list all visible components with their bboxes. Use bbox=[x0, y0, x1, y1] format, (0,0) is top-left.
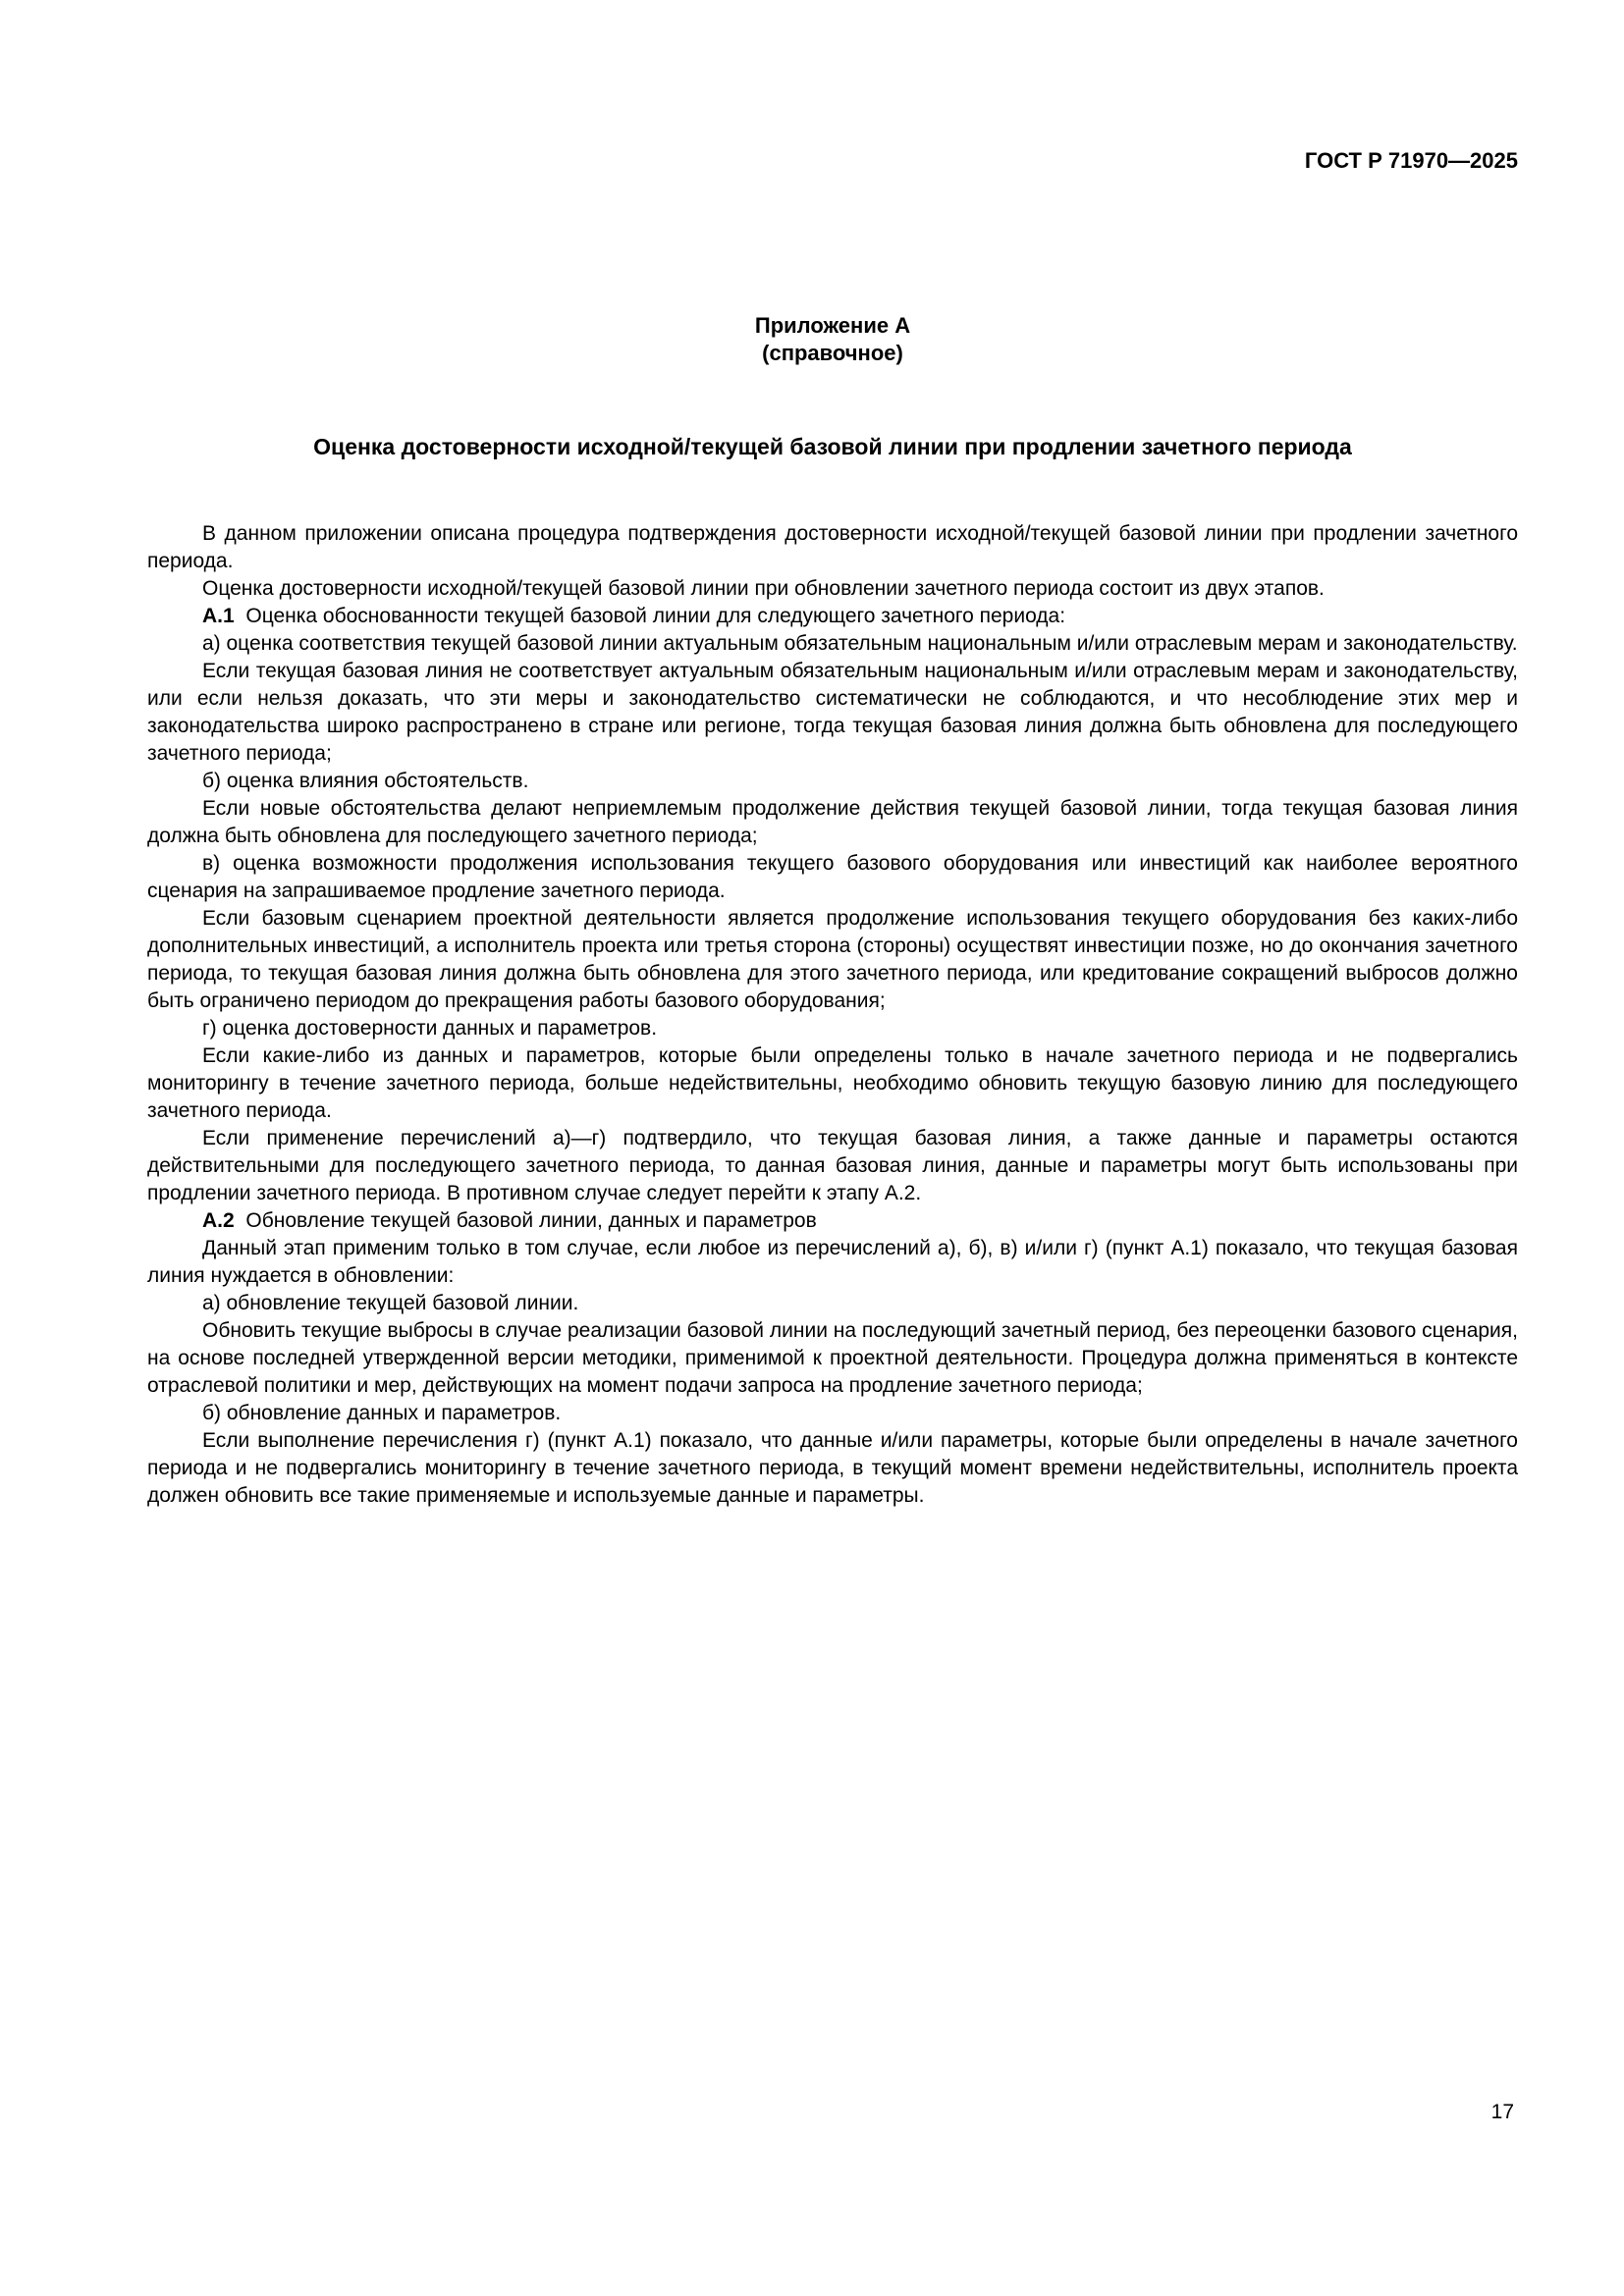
document-header bbox=[147, 147, 1518, 175]
paragraph: б) обновление данных и параметров. bbox=[202, 1402, 562, 1424]
document-body bbox=[147, 520, 1518, 1510]
paragraph: а) оценка соответствия текущей базовой линии актуальным обязательным национальным и/или отраслевым мерам и законодательству. bbox=[202, 632, 1518, 655]
paragraph: А.1 Оценка обоснованности текущей базовой линии для следующего зачетного периода: bbox=[202, 605, 1066, 627]
paragraph: в) оценка возможности продолжения использования текущего базового оборудования или инвестиций как наиболее вероятного сценария на запрашиваемое продление зачетного периода. bbox=[147, 852, 1518, 902]
paragraph: б) оценка влияния обстоятельств. bbox=[202, 770, 529, 792]
appendix-label: Приложение А bbox=[754, 313, 911, 338]
paragraph: Если базовым сценарием проектной деятельности является продолжение использования текущего оборудования без каких-либо дополнительных инвестиций, а исполнитель проекта или третья сторона (стороны) осуществят инвестиции позже, но до окончания зачетного периода, то текущая базовая линия должна быть обновлена для этого зачетного периода, или кредитование сокращений выбросов должно быть ограничено периодом до прекращения работы базового оборудования; bbox=[147, 907, 1518, 1012]
paragraph: г) оценка достоверности данных и параметров. bbox=[202, 1017, 658, 1040]
paragraph: Обновить текущие выбросы в случае реализации базовой линии на последующий зачетный период, без переоценки базового сценария, на основе последней утвержденной версии методики, применимой к проектной деятельности. Процедура должна применяться в контексте отраслевой политики и мер, действующих на момент подачи запроса на продление зачетного периода; bbox=[147, 1319, 1518, 1397]
paragraph: А.2 Обновление текущей базовой линии, данных и параметров bbox=[202, 1209, 817, 1232]
clause-number: А.2 bbox=[202, 1209, 235, 1232]
paragraph: Если новые обстоятельства делают неприемлемым продолжение действия текущей базовой линии, тогда текущая базовая линия должна быть обновлена для последующего зачетного периода; bbox=[147, 797, 1518, 847]
paragraph: Если выполнение перечисления г) (пункт А.1) показало, что данные и/или параметры, которые были определены в начале зачетного периода и не подвергались мониторингу в течение зачетного периода, в текущий момент времени недействительны, исполнитель проекта должен обновить все такие применяемые и используемые данные и параметры. bbox=[147, 1429, 1518, 1507]
paragraph: а) обновление текущей базовой линии. bbox=[202, 1292, 579, 1314]
paragraph: В данном приложении описана процедура подтверждения достоверности исходной/текущей базовой линии при продлении зачетного периода. bbox=[147, 522, 1518, 572]
standard-number: ГОСТ Р 71970—2025 bbox=[1304, 148, 1518, 173]
paragraph: Данный этап применим только в том случае, если любое из перечислений а), б), в) и/или г) (пункт А.1) показало, что текущая базовая линия нуждается в обновлении: bbox=[147, 1237, 1518, 1287]
page-number: 17 bbox=[1490, 2101, 1514, 2123]
clause-number: А.1 bbox=[202, 605, 235, 627]
appendix-note: (справочное) bbox=[762, 341, 903, 365]
appendix-title: Оценка достоверности исходной/текущей базовой линии при продлении зачетного периода bbox=[313, 434, 1352, 459]
paragraph: Если какие-либо из данных и параметров, которые были определены только в начале зачетного периода и не подвергались мониторингу в течение зачетного периода, больше недействительны, необходимо обновить текущую базовую линию для последующего зачетного периода. bbox=[147, 1044, 1518, 1122]
paragraph: Если применение перечислений а)—г) подтвердило, что текущая базовая линия, а также данные и параметры остаются действительными для последующего зачетного периода, то данная базовая линия, данные и параметры могут быть использованы при продлении зачетного периода. В противном случае следует перейти к этапу А.2. bbox=[147, 1127, 1518, 1204]
paragraph: Если текущая базовая линия не соответствует актуальным обязательным национальным и/или отраслевым мерам и законодательству, или если нельзя доказать, что эти меры и законодательство систематически не соблюдаются, и что несоблюдение этих мер и законодательства широко распространено в стране или регионе, тогда текущая базовая линия должна быть обновлена для последующего зачетного периода; bbox=[147, 660, 1518, 765]
paragraph: Оценка достоверности исходной/текущей базовой линии при обновлении зачетного периода состоит из двух этапов. bbox=[202, 577, 1325, 600]
